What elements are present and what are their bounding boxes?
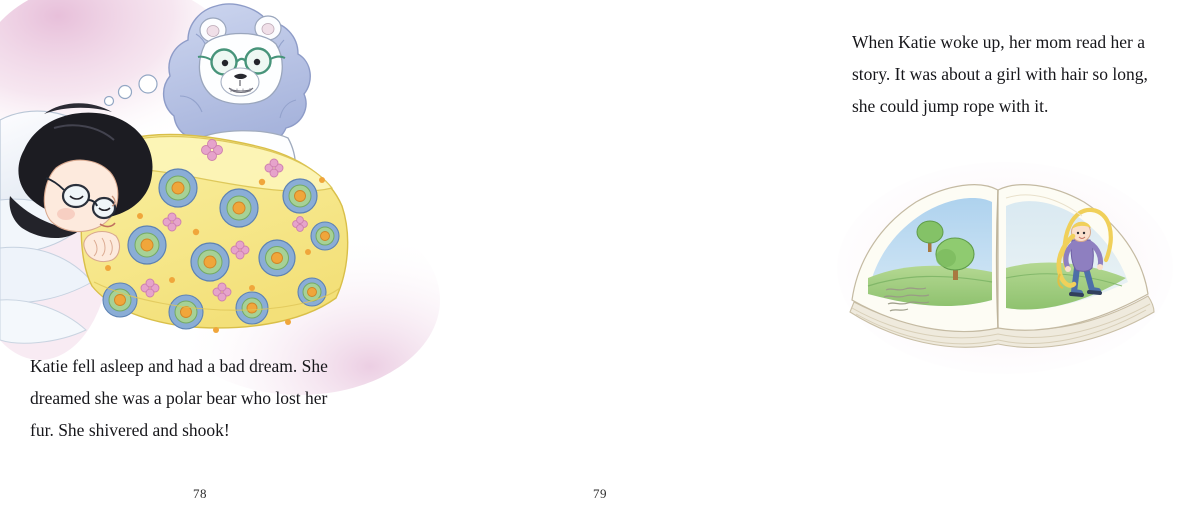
right-page-number: 79 — [593, 486, 607, 501]
left-illustration-svg — [0, 0, 368, 348]
left-page — [0, 0, 400, 520]
right-page — [400, 0, 1148, 520]
right-illustration-svg — [830, 150, 1180, 380]
left-page-number: 78 — [193, 486, 207, 501]
left-page-text: Katie fell asleep and had a bad dream. She dreamed she was a polar bear who lost her fur. She shivered and shook! — [30, 356, 328, 440]
illustration-open-storybook — [830, 150, 1180, 380]
illustration-girl-asleep-with-polar-bear — [0, 0, 368, 348]
right-page-text: When Katie woke up, her mom read her a story. It was about a girl with hair so long, she could jump rope with it. — [852, 32, 1148, 116]
